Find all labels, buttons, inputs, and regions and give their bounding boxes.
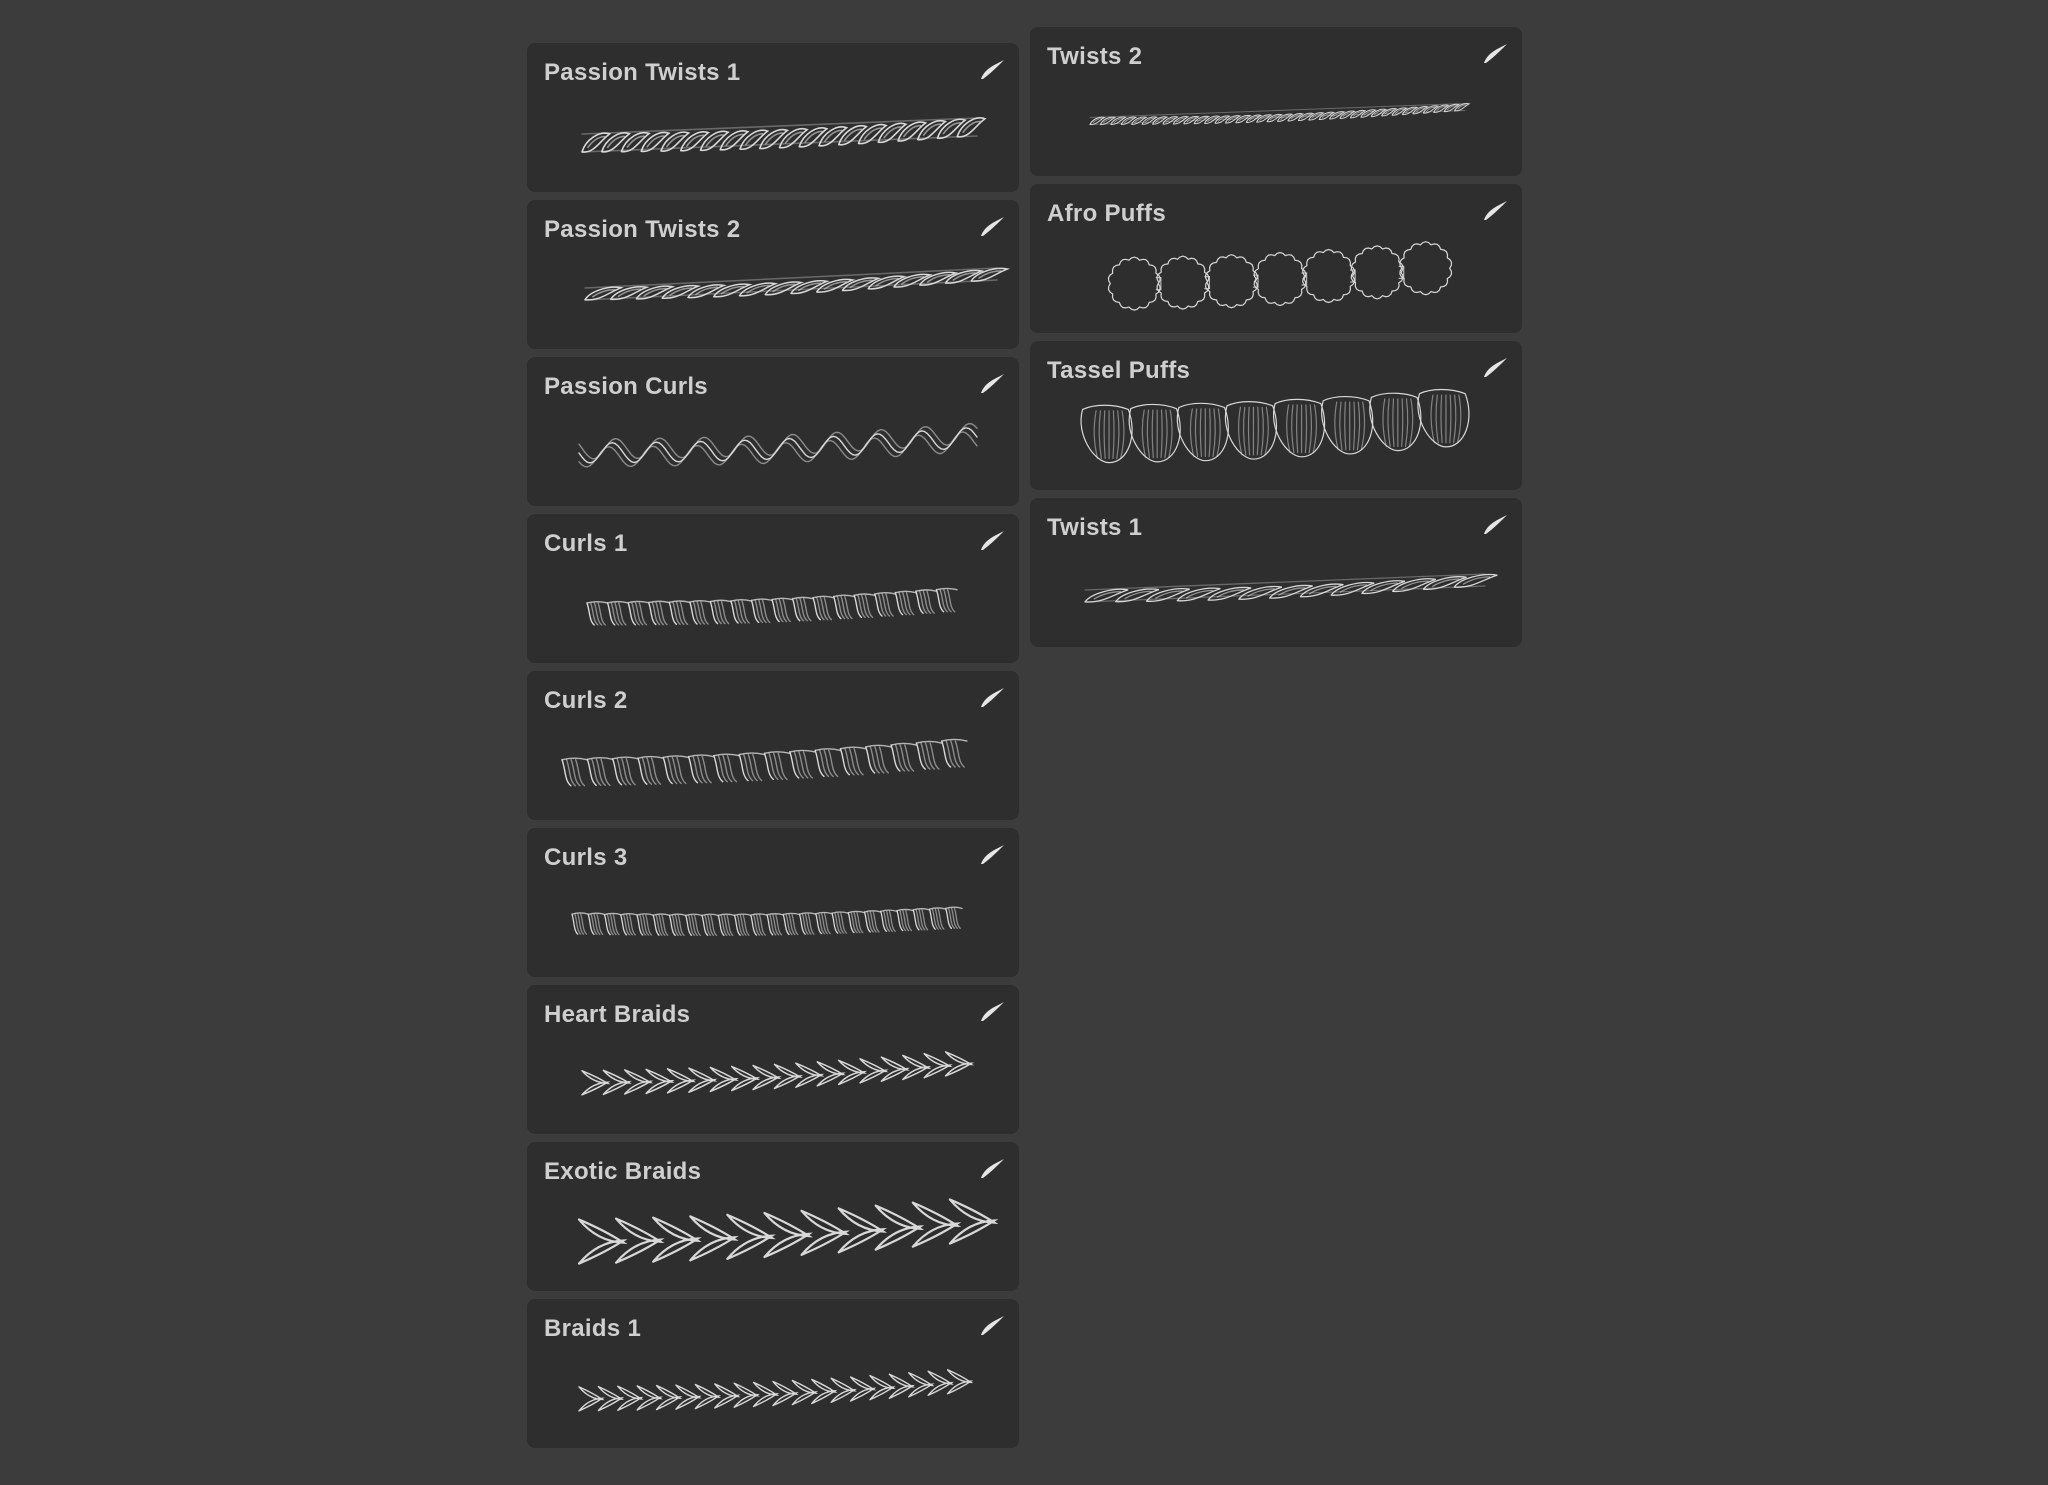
brush-stroke-preview xyxy=(527,1337,1019,1448)
brush-card-passion-curls[interactable] xyxy=(527,357,1019,506)
brush-card-curls-3[interactable] xyxy=(527,828,1019,977)
brush-name: Curls 3 xyxy=(544,844,628,871)
brush-name: Twists 2 xyxy=(1047,43,1143,70)
brush-stroke-preview xyxy=(527,866,1019,977)
brush-name: Exotic Braids xyxy=(544,1158,702,1185)
brush-stroke-preview xyxy=(1030,536,1522,647)
brush-name: Twists 1 xyxy=(1047,514,1143,541)
brush-card-twists-1[interactable] xyxy=(1030,498,1522,647)
brush-card-curls-1[interactable] xyxy=(527,514,1019,663)
brush-card-afro-puffs[interactable] xyxy=(1030,184,1522,333)
brush-stroke-preview xyxy=(1030,379,1522,490)
brush-stroke-preview xyxy=(1030,65,1522,176)
brush-name: Curls 2 xyxy=(544,687,628,714)
brush-name: Tassel Puffs xyxy=(1047,357,1191,384)
brush-stroke-preview xyxy=(527,1023,1019,1134)
brush-card-tassel-puffs[interactable] xyxy=(1030,341,1522,490)
brush-card-heart-braids[interactable] xyxy=(527,985,1019,1134)
brush-name: Passion Twists 1 xyxy=(544,59,741,86)
brush-card-passion-twists-1[interactable] xyxy=(527,43,1019,192)
brush-name: Afro Puffs xyxy=(1047,200,1166,227)
brush-stroke-preview xyxy=(1030,222,1522,333)
brush-card-passion-twists-2[interactable] xyxy=(527,200,1019,349)
brush-stroke-preview xyxy=(527,552,1019,663)
brush-name: Heart Braids xyxy=(544,1001,691,1028)
brush-name: Braids 1 xyxy=(544,1315,642,1342)
brush-name: Passion Twists 2 xyxy=(544,216,741,243)
brush-stroke-preview xyxy=(527,81,1019,192)
brush-name: Passion Curls xyxy=(544,373,708,400)
brush-card-braids-1[interactable] xyxy=(527,1299,1019,1448)
brush-card-exotic-braids[interactable] xyxy=(527,1142,1019,1291)
brush-stroke-preview xyxy=(527,709,1019,820)
brush-stroke-preview xyxy=(527,395,1019,506)
brush-stroke-preview xyxy=(527,238,1019,349)
brush-card-twists-2[interactable] xyxy=(1030,27,1522,176)
brush-name: Curls 1 xyxy=(544,530,628,557)
brush-card-curls-2[interactable] xyxy=(527,671,1019,820)
brush-stroke-preview xyxy=(527,1180,1019,1291)
